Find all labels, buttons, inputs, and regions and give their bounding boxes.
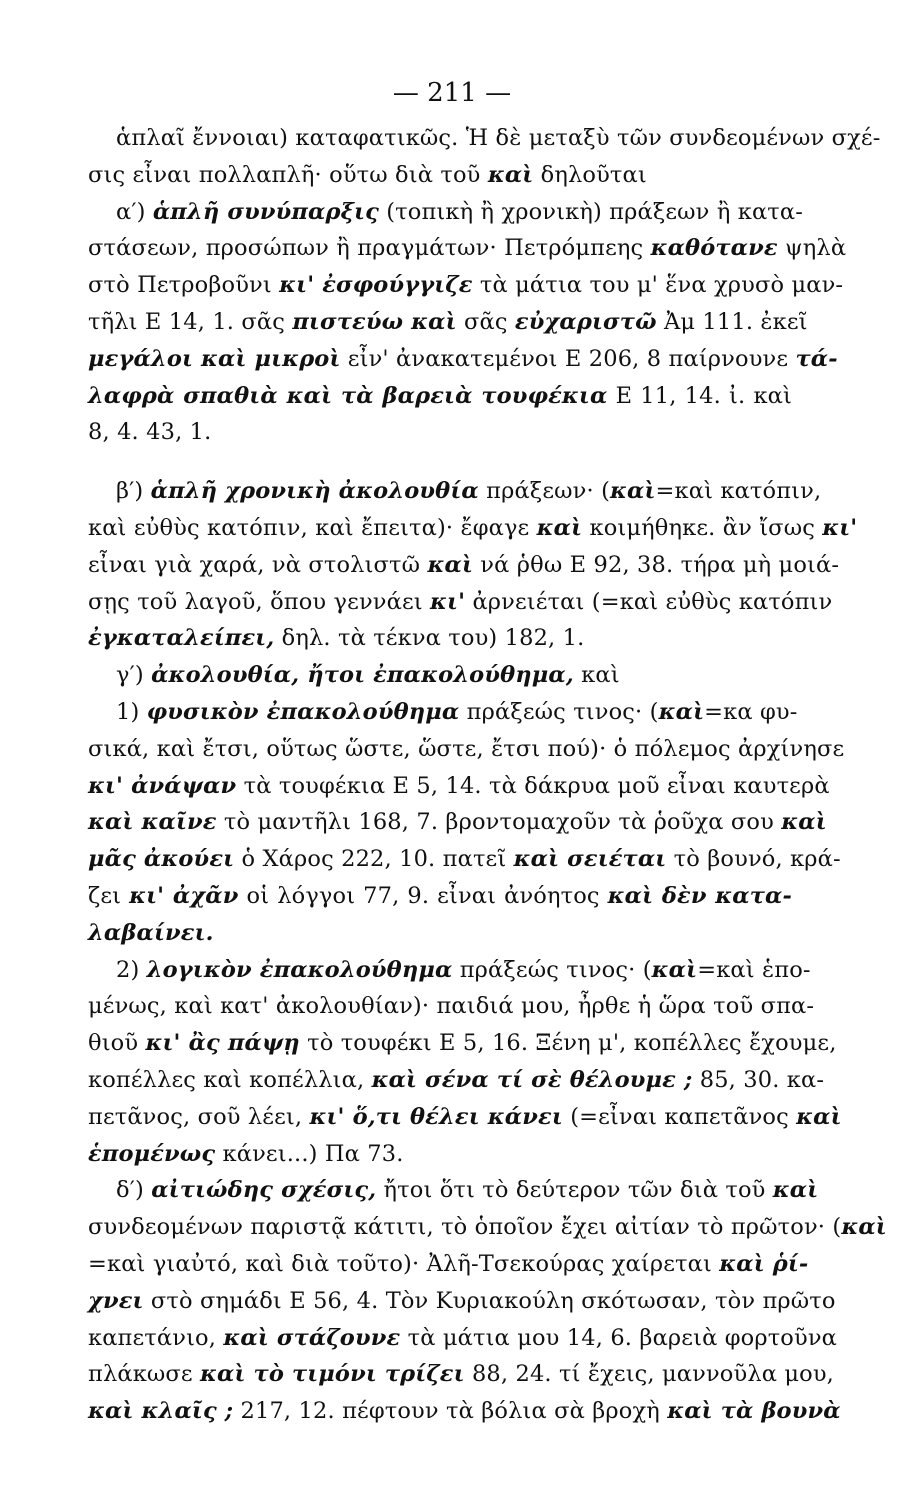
text-run: τὰ μάτια του μ' ἕνα χρυσὸ μαν-: [472, 272, 844, 299]
paragraph: [88, 120, 881, 194]
text-line: [88, 304, 808, 341]
text-run: σᾶς: [456, 308, 515, 335]
text-line: [88, 1025, 837, 1062]
text-line: [88, 1393, 841, 1430]
text-run: πλάκωσε: [88, 1361, 201, 1388]
emphasis-run: καὶ: [841, 1214, 887, 1241]
text-line: [88, 731, 845, 768]
text-run: συνδεομένων παριστᾷ κάτιτι, τὸ ὁποῖον ἔχει αἰτίαν τὸ πρῶτον· (: [88, 1214, 842, 1241]
text-line: [88, 584, 833, 621]
text-run: α′): [116, 198, 153, 225]
emphasis-run: καὶ τὰ βουνὰ: [667, 1398, 841, 1425]
emphasis-run: καὶ: [487, 161, 534, 188]
text-line: [88, 1283, 836, 1320]
text-line: [88, 804, 827, 841]
text-run: καπετάνιο,: [88, 1324, 224, 1351]
emphasis-run: καὶ: [781, 809, 827, 836]
emphasis-run: καὶ σειέται: [513, 846, 667, 873]
text-line: [88, 230, 847, 267]
emphasis-run: καὶ σένα τί σὲ θέλουμε ;: [371, 1066, 693, 1093]
text-line: [88, 414, 792, 451]
emphasis-run: λαβαίνει.: [88, 919, 214, 946]
text-line: [88, 952, 811, 989]
text-run: δηλ. τὰ τέκνα του) 182, 1.: [274, 625, 585, 652]
paragraph: [88, 694, 845, 952]
text-run: κοιμήθηκε. ἂν ἴσως: [582, 514, 823, 541]
text-run: σῃς τοῦ λαγοῦ, ὅπου γεννάει: [88, 588, 431, 615]
emphasis-run: ἁπλῆ χρονικὴ ἀκολουθία: [150, 478, 479, 505]
paragraph: [88, 952, 842, 1173]
text-line: [88, 1062, 825, 1099]
emphasis-run: καὶ: [427, 551, 473, 578]
emphasis-run: κι' ἂς πάψῃ: [145, 1030, 300, 1057]
text-run: Ε 11, 14. ἰ. καὶ: [607, 382, 792, 409]
text-line: [88, 341, 838, 378]
text-run: σικά, καὶ ἔτσι, οὕτως ὥστε, ὥστε, ἔτσι πού)· ὁ πόλεμος ἀρχίνησε: [88, 735, 845, 762]
text-run: 88, 24. τί ἔχεις, μαννοῦλα μου,: [464, 1361, 834, 1388]
text-run: δ′): [116, 1177, 152, 1204]
emphasis-run: καὶ: [658, 698, 705, 725]
emphasis-run: κι' ἐσφούγγιζε: [279, 272, 473, 299]
emphasis-run: καὶ στάζουνε: [223, 1324, 401, 1351]
page-number: — 211 —: [392, 78, 512, 108]
text-run: δηλοῦται: [533, 161, 647, 188]
text-run: εἶν' ἀνακατεμένοι Ε 206, 8 παίρνουνε: [340, 345, 796, 372]
text-run: σις εἶναι πολλαπλῆ· οὕτω διὰ τοῦ: [88, 161, 488, 188]
text-run: 217, 12. πέφτουν τὰ βόλια σὰ βροχὴ: [233, 1398, 668, 1425]
emphasis-run: ἑπομένως: [88, 1140, 216, 1167]
emphasis-run: καὶ: [536, 514, 583, 541]
text-line: [88, 547, 840, 584]
text-run: τὸ τουφέκι Ε 5, 16. Ξένη μ', κοπέλλες ἔχουμε,: [299, 1030, 837, 1057]
emphasis-run: μεγάλοι καὶ μικροὶ: [88, 345, 341, 372]
text-run: στὸ Πετροβοῦνι: [88, 272, 280, 299]
emphasis-run: καὶ: [796, 1103, 842, 1130]
text-run: κάνει...) Πα 73.: [215, 1140, 404, 1167]
emphasis-run: καὶ: [610, 478, 656, 505]
emphasis-run: καὶ ῥί-: [719, 1250, 809, 1277]
text-run: τὸ μαντῆλι 168, 7. βροντομαχοῦν τὰ ῥοῦχα σου: [216, 809, 782, 836]
text-line: [88, 194, 803, 231]
emphasis-run: αἰτιώδης σχέσις,: [151, 1177, 377, 1204]
text-line: [88, 620, 792, 657]
text-run: (=εἶναι καπετᾶνος: [562, 1103, 797, 1130]
paragraph: [88, 1172, 887, 1430]
text-run: μένως, καὶ κατ' ἀκολουθίαν)· παιδιά μου, ἦρθε ἡ ὥρα τοῦ σπα-: [88, 993, 815, 1020]
text-run: τὰ μάτια μου 14, 6. βαρειὰ φορτοῦνα: [400, 1324, 837, 1351]
text-run: τὸ βουνό, κρά-: [666, 846, 841, 873]
emphasis-run: κι': [822, 514, 858, 541]
text-run: στὸ σημάδι Ε 56, 4. Τὸν Κυριακούλη σκότωσαν, τὸν πρῶτο: [143, 1287, 836, 1314]
emphasis-run: μᾶς ἀκούει: [88, 846, 235, 873]
text-run: πετᾶνος, σοῦ λέει,: [88, 1103, 310, 1130]
text-run: 85, 30. κα-: [692, 1066, 825, 1093]
text-run: τῆλι Ε 14, 1. σᾶς: [88, 308, 293, 335]
emphasis-run: πιστεύω καὶ: [292, 308, 457, 335]
emphasis-run: καὶ κλαῖς ;: [88, 1398, 234, 1425]
text-run: στάσεων, προσώπων ἢ πραγμάτων· Πετρόμπεης: [88, 235, 651, 262]
text-line: [88, 657, 792, 694]
text-run: ζει: [88, 882, 130, 909]
emphasis-run: καὶ: [772, 1177, 819, 1204]
text-run: ὁ Χάρος 222, 10. πατεῖ: [234, 846, 514, 873]
text-line: [88, 120, 881, 157]
text-run: οἱ λόγγοι 77, 9. εἶναι ἀνόητος: [238, 882, 608, 909]
text-line: [88, 510, 858, 547]
text-line: [88, 768, 830, 805]
emphasis-run: λαφρὰ σπαθιὰ καὶ τὰ βαρειὰ τουφέκια: [88, 382, 608, 409]
text-run: γ′): [116, 662, 152, 689]
text-line: [88, 841, 841, 878]
emphasis-run: φυσικὸν ἐπακολούθημα: [146, 698, 460, 725]
text-run: εἶναι γιὰ χαρά, νὰ στολιστῶ: [88, 551, 428, 578]
text-line: [88, 1246, 809, 1283]
text-run: τὰ τουφέκια Ε 5, 14. τὰ δάκρυα μοῦ εἶναι καυτερὰ: [236, 772, 830, 799]
text-line: [88, 1209, 887, 1246]
paragraph: [88, 657, 792, 694]
emphasis-run: καὶ: [651, 956, 698, 983]
text-run: =καὶ γιαὐτό, καὶ διὰ τοῦτο)· Ἀλῆ-Τσεκούρας χαίρεται: [88, 1250, 720, 1277]
emphasis-run: τά-: [795, 345, 838, 372]
text-run: θιοῦ: [88, 1030, 146, 1057]
emphasis-run: καὶ δὲν κατα-: [607, 882, 793, 909]
text-line: [88, 1172, 819, 1209]
emphasis-run: κι' ἀχᾶν: [129, 882, 239, 909]
text-run: ἁπλαῖ ἔννοιαι) καταφατικῶς. Ἡ δὲ μεταξὺ τῶν συνδεομένων σχέ-: [116, 125, 881, 151]
text-run: πράξεώς τινος· (: [452, 956, 652, 983]
emphasis-run: λογικὸν ἐπακολούθημα: [146, 956, 453, 983]
paragraph: [88, 194, 847, 452]
text-run: =κα φυ-: [704, 698, 798, 725]
emphasis-run: χνει: [88, 1287, 144, 1314]
text-line: [88, 1356, 834, 1393]
text-run: κοπέλλες καὶ κοπέλλια,: [88, 1066, 372, 1093]
text-run: =καὶ ἑπο-: [697, 956, 811, 983]
emphasis-run: ἀκολουθία, ἤτοι ἐπακολούθημα,: [151, 662, 574, 689]
text-line: [88, 988, 815, 1025]
text-run: ψηλὰ: [777, 235, 847, 262]
text-line: [88, 378, 792, 415]
text-line: [88, 1136, 792, 1173]
text-run: πράξεων· (: [478, 478, 610, 505]
text-run: καὶ: [573, 662, 620, 689]
emphasis-run: καὶ τὸ τιμόνι τρίζει: [200, 1361, 465, 1388]
paragraph: [88, 473, 858, 657]
text-run: Ἀμ 111. ἐκεῖ: [656, 308, 808, 335]
paragraph-gap: [88, 451, 792, 473]
emphasis-run: καθότανε: [650, 235, 778, 262]
text-line: [88, 267, 844, 304]
emphasis-run: εὐχαριστῶ: [514, 308, 657, 335]
text-line: [88, 694, 798, 731]
emphasis-run: ἁπλῆ συνύπαρξις: [152, 198, 379, 225]
text-line: [88, 878, 792, 915]
text-run: (τοπικὴ ἢ χρονικὴ) πράξεων ἢ κατα-: [378, 198, 803, 225]
text-run: 1): [116, 698, 147, 725]
text-line: [88, 915, 792, 952]
emphasis-run: κι' ὅ,τι θέλει κάνει: [309, 1103, 563, 1130]
text-run: 2): [116, 956, 147, 983]
emphasis-run: κι': [430, 588, 466, 615]
text-run: ἤτοι ὅτι τὸ δεύτερον τῶν διὰ τοῦ: [376, 1177, 773, 1204]
body-text: [88, 120, 887, 1430]
text-run: καὶ εὐθὺς κατόπιν, καὶ ἔπειτα)· ἔφαγε: [88, 514, 537, 541]
text-run: 8, 4. 43, 1.: [88, 419, 212, 446]
text-run: ἀρνειέται (=καὶ εὐθὺς κατόπιν: [465, 588, 833, 615]
text-line: [88, 1099, 842, 1136]
text-line: [88, 473, 822, 510]
emphasis-run: ἐγκαταλείπει,: [88, 625, 275, 652]
text-run: β′): [116, 478, 151, 505]
emphasis-run: καὶ καῖνε: [88, 809, 217, 836]
emphasis-run: κι' ἀνάψαν: [88, 772, 237, 799]
text-run: =καὶ κατόπιν,: [655, 478, 822, 505]
text-run: νά ῥθω Ε 92, 38. τήρα μὴ μοιά-: [473, 551, 840, 578]
text-run: πράξεώς τινος· (: [459, 698, 659, 725]
text-line: [88, 157, 792, 194]
text-line: [88, 1320, 837, 1357]
